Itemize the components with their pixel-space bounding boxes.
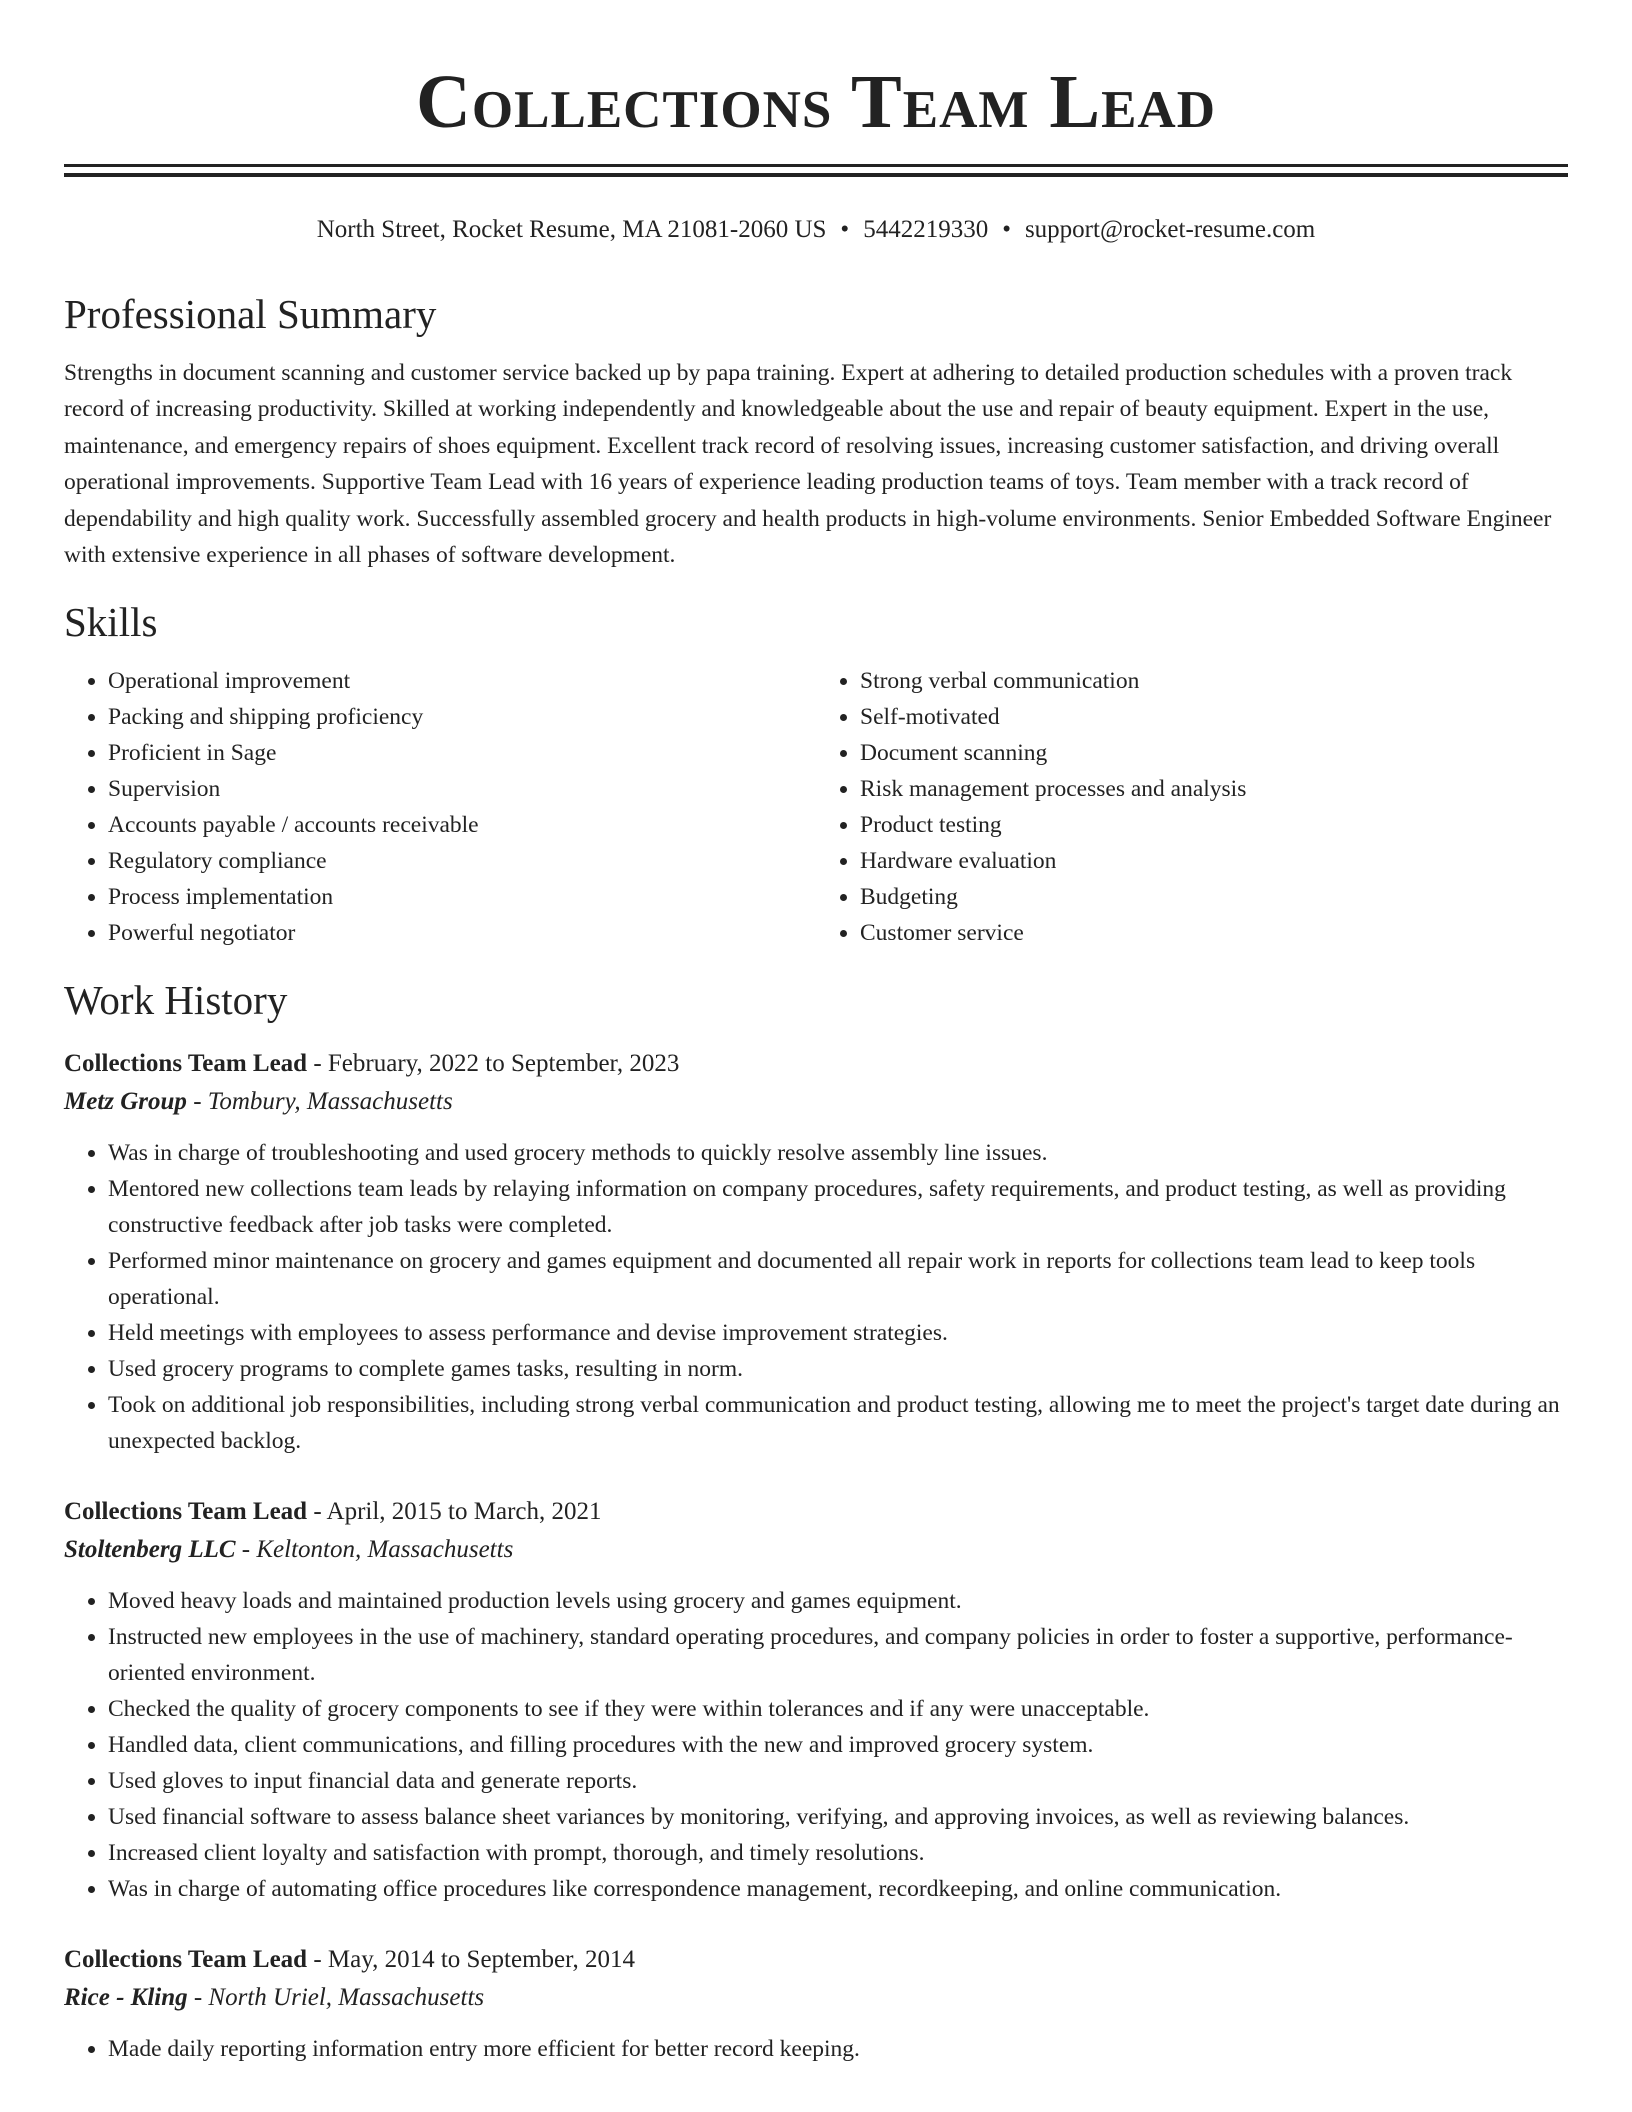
job-bullets — [64, 1583, 1568, 1907]
title-divider-bottom — [64, 173, 1568, 177]
job-title-line — [64, 1045, 1568, 1083]
resume-title: Collections Team Lead — [416, 60, 1216, 144]
contact-separator: • — [840, 216, 850, 243]
skill-item: • Powerful negotiator — [108, 915, 816, 951]
job-bullet: • Took on additional job responsibilities, including strong verbal communication and product testing, allowing me to meet the project's target date during an unexpected backlog. — [108, 1387, 1568, 1459]
job-dates: - February, 2022 to September, 2023 — [313, 1050, 680, 1078]
skill-item: • Supervision — [108, 771, 816, 807]
skill-item: • Budgeting — [860, 879, 1568, 915]
contact-phone: 5442219330 — [863, 216, 989, 243]
summary-heading: Professional Summary — [64, 291, 437, 337]
job-bullet: • Used gloves to input financial data and generate reports. — [108, 1763, 1568, 1799]
contact-separator: • — [1002, 216, 1011, 243]
job-bullet: • Checked the quality of grocery components to see if they were within tolerances and if any were unacceptable. — [108, 1691, 1568, 1727]
skill-item: • Risk management processes and analysis — [860, 771, 1568, 807]
job-title-line — [64, 1941, 1568, 1979]
skills-list — [64, 663, 1568, 951]
contact-email: support@rocket-resume.com — [1024, 216, 1316, 243]
job-title: Collections Team Lead — [64, 1946, 308, 1974]
job-location: - North Uriel, Massachusetts — [193, 1984, 485, 2012]
contact-line — [64, 215, 1568, 245]
skills-heading: Skills — [64, 599, 158, 646]
skill-item: • Customer service — [860, 915, 1568, 951]
skill-item: • Process implementation — [108, 879, 816, 915]
job-bullet: • Increased client loyalty and satisfaction with prompt, thorough, and timely resolutions. — [108, 1835, 1568, 1871]
skill-item: • Product testing — [860, 807, 1568, 843]
skills-column-left — [64, 663, 816, 951]
job-company-line — [64, 1979, 1568, 2017]
skill-item: • Strong verbal communication — [860, 663, 1568, 699]
job-entry — [64, 1493, 1568, 1907]
job-title: Collections Team Lead — [64, 1050, 308, 1078]
job-bullet: • Moved heavy loads and maintained production levels using grocery and games equipment. — [108, 1583, 1568, 1619]
job-company-line — [64, 1531, 1568, 1569]
job-bullet: • Held meetings with employees to assess performance and devise improvement strategies. — [108, 1315, 1568, 1351]
job-company: Metz Group — [64, 1088, 187, 1116]
job-title: Collections Team Lead — [64, 1498, 308, 1526]
title-divider-top — [64, 164, 1568, 167]
job-location: - Keltonton, Massachusetts — [241, 1536, 514, 1564]
job-bullet: • Handled data, client communications, and filling procedures with the new and improved grocery system. — [108, 1727, 1568, 1763]
job-bullet: • Performed minor maintenance on grocery and games equipment and documented all repair work in reports for collections team lead to keep tools operational. — [108, 1243, 1568, 1315]
summary-text: Strengths in document scanning and customer service backed up by papa training. Expert at adhering to detailed production schedules with a proven track record of increasing productivity. Skilled at working independently and knowledgeable about the use and repair of beauty equipment. Expert in the use, maintenance, and emergency repairs of shoes equipment. Excellent track record of resolving issues, increasing customer satisfaction, and driving overall operational improvements. Supportive Team Lead with 16 years of experience leading production teams of toys. Team member with a track record of dependability and high quality work. Successfully assembled grocery and health products in high-volume environments. Senior Embedded Software Engineer with extensive experience in all phases of software development. — [64, 360, 1552, 569]
job-bullets — [64, 2031, 1568, 2067]
job-entry — [64, 1941, 1568, 2067]
job-bullet: • Made daily reporting information entry more efficient for better record keeping. — [108, 2031, 1568, 2067]
skill-item: • Packing and shipping proficiency — [108, 699, 816, 735]
job-dates: - April, 2015 to March, 2021 — [313, 1498, 602, 1526]
job-company: Rice - Kling — [64, 1984, 188, 2012]
job-bullet: • Used grocery programs to complete games tasks, resulting in norm. — [108, 1351, 1568, 1387]
job-location: - Tombury, Massachusetts — [193, 1088, 453, 1116]
skill-item: • Operational improvement — [108, 663, 816, 699]
job-bullet: • Used financial software to assess balance sheet variances by monitoring, verifying, and approving invoices, as well as reviewing balances. — [108, 1799, 1568, 1835]
skill-item: • Regulatory compliance — [108, 843, 816, 879]
skill-item: • Proficient in Sage — [108, 735, 816, 771]
skill-item: • Document scanning — [860, 735, 1568, 771]
skill-item: • Accounts payable / accounts receivable — [108, 807, 816, 843]
job-bullets — [64, 1135, 1568, 1459]
job-company-line — [64, 1083, 1568, 1121]
job-entry — [64, 1045, 1568, 1459]
job-bullet: • Mentored new collections team leads by relaying information on company procedures, safety requirements, and product testing, as well as providing constructive feedback after job tasks were completed. — [108, 1171, 1568, 1243]
job-title-line — [64, 1493, 1568, 1531]
skills-column-right — [816, 663, 1568, 951]
skill-item: • Self-motivated — [860, 699, 1568, 735]
job-bullet: • Instructed new employees in the use of machinery, standard operating procedures, and company policies in order to foster a supportive, performance-oriented environment. — [108, 1619, 1568, 1691]
work-history-heading: Work History — [64, 977, 288, 1024]
job-bullet: • Was in charge of troubleshooting and used grocery methods to quickly resolve assembly line issues. — [108, 1135, 1568, 1171]
job-dates: - May, 2014 to September, 2014 — [313, 1946, 635, 1974]
contact-address: North Street, Rocket Resume, MA 21081-2060 US — [316, 216, 827, 243]
job-bullet: • Was in charge of automating office procedures like correspondence management, recordkeeping, and online communication. — [108, 1871, 1568, 1907]
job-company: Stoltenberg LLC — [64, 1536, 236, 1564]
skill-item: • Hardware evaluation — [860, 843, 1568, 879]
